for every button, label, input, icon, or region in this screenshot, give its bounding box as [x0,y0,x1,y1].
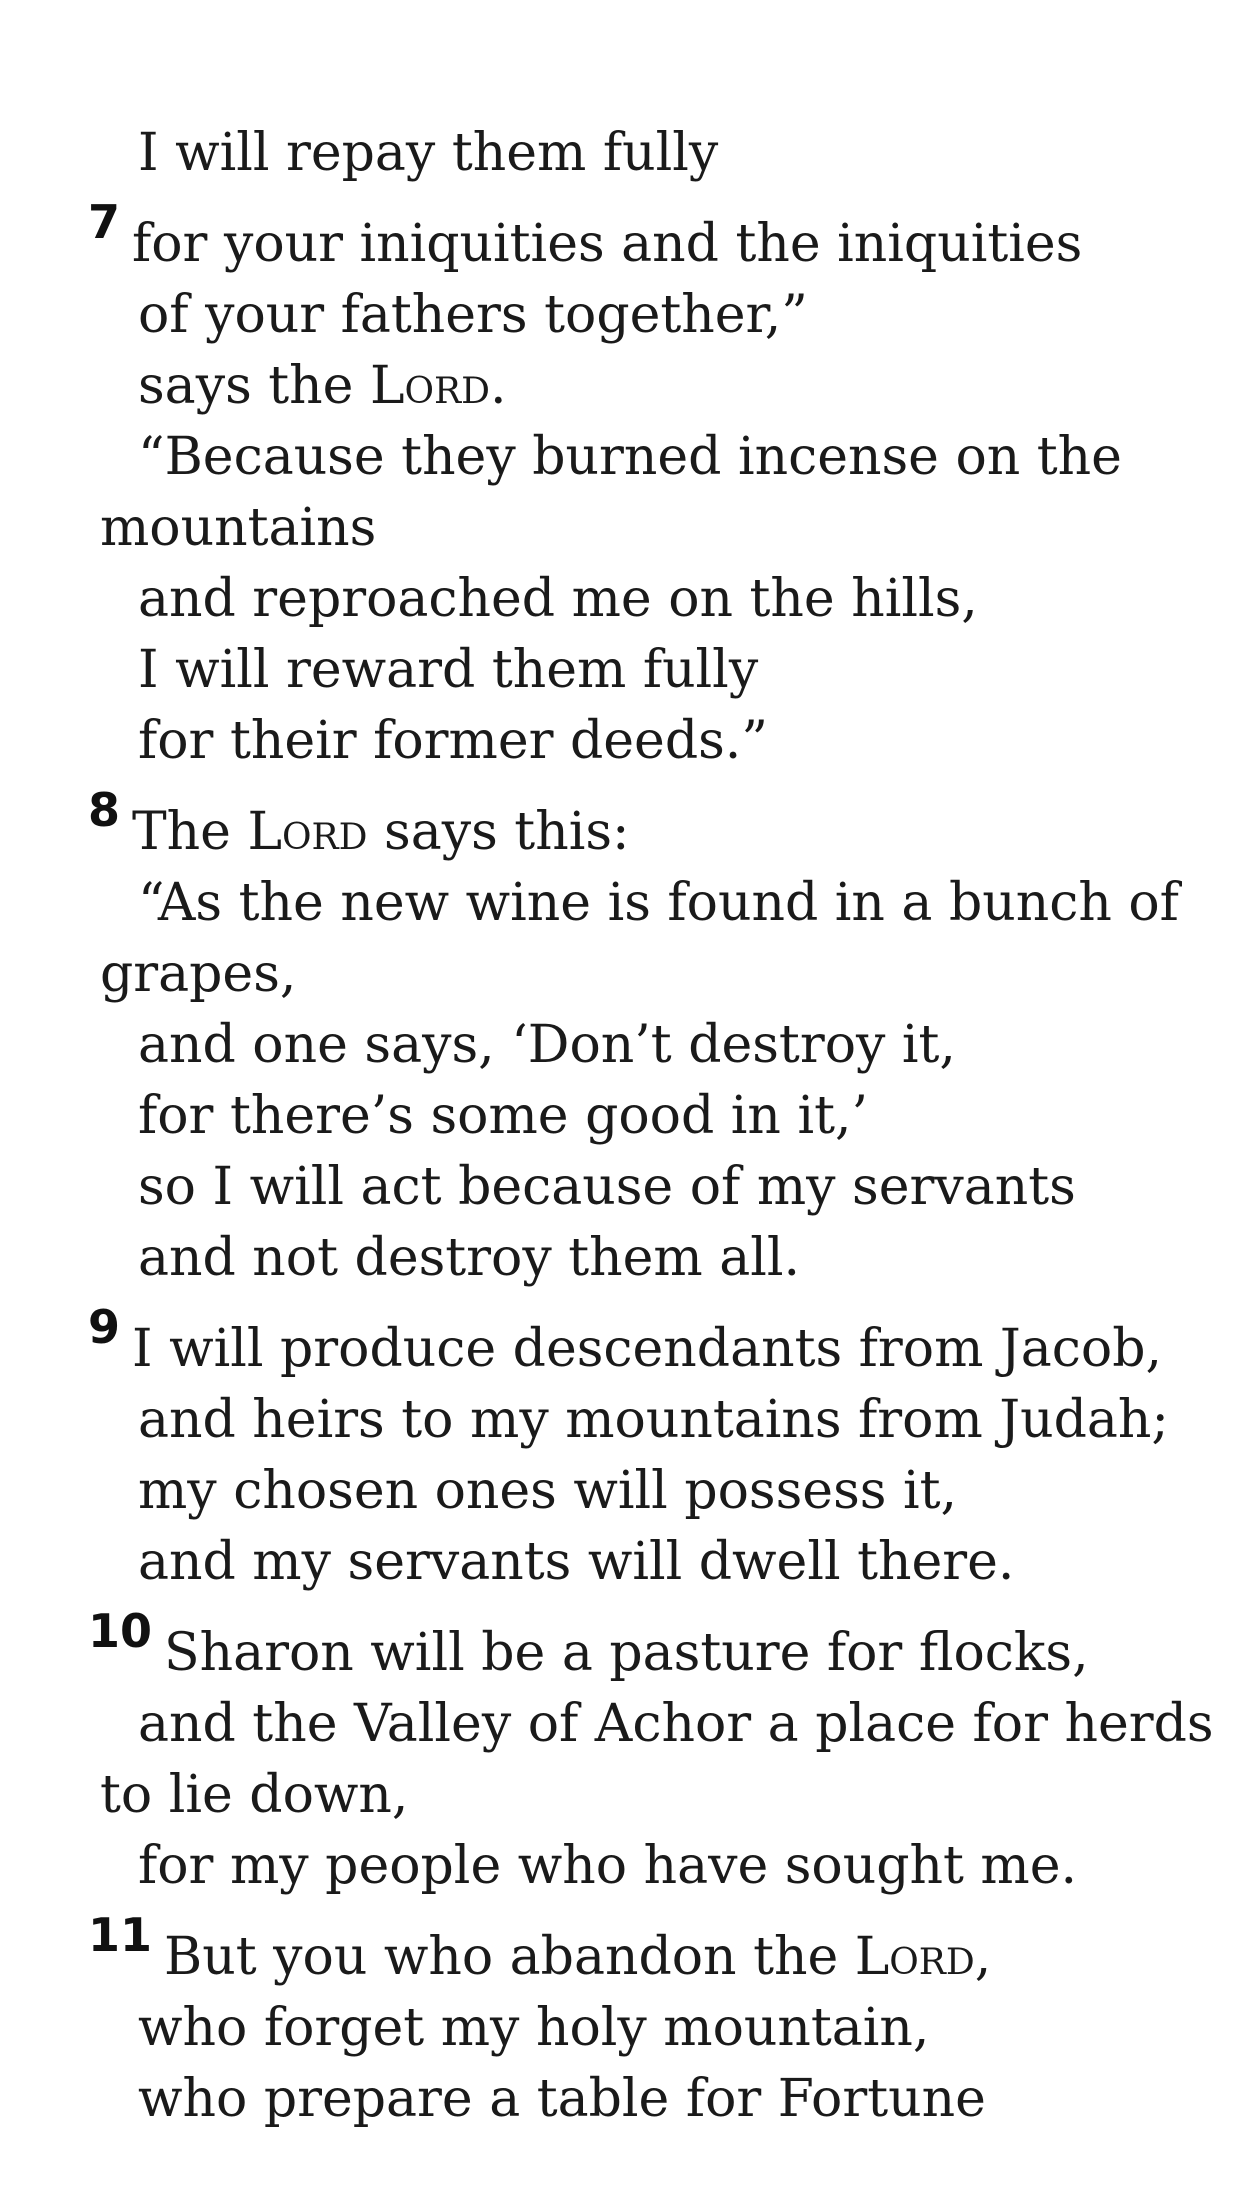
verse-line [0,195,1242,280]
verse-line: for my people who have sought me. [138,1836,1078,1896]
divine-name: Lord [247,802,368,862]
verse-line: and one says, ‘Don’t destroy it, [138,1015,956,1075]
verse-text: says the [138,356,370,416]
verse-number: 10 [88,1604,153,1658]
verse-line: I will repay them fully [138,123,719,183]
verse-line: I will reward them fully [138,640,759,700]
verse-text: Sharon will be a pasture for flocks, [164,1623,1089,1683]
verse-line: and my servants will dwell there. [138,1532,1015,1592]
verse-line: “Because they burned incense on the [138,427,1122,487]
verse-text: I will produce descendants from Jacob, [132,1319,1163,1379]
verse-10 [0,1604,1242,1902]
verse-text: for your iniquities and the iniquities [132,214,1083,274]
verse-line: who forget my holy mountain, [138,1998,930,2058]
verse-line: so I will act because of my servants [138,1157,1076,1217]
verse-line [0,783,1242,868]
verse-number: 9 [88,1300,121,1354]
verse-line: and heirs to my mountains from Judah; [138,1390,1169,1450]
verse-text: But you who abandon the [164,1927,855,1987]
verse-8 [0,783,1242,1294]
verse-line: for there’s some good in it,’ [138,1086,869,1146]
verse-line: and not destroy them all. [138,1228,801,1288]
verse-continuation [0,118,1242,189]
verse-11 [0,1908,1242,2135]
verse-line-wrap: to lie down, [100,1765,409,1825]
verse-text: . [489,356,507,416]
verse-text: , [974,1927,992,1987]
verse-text: The [132,802,248,862]
verse-line: and the Valley of Achor a place for herds [138,1694,1214,1754]
verse-text: says this: [367,802,630,862]
verse-line: and reproached me on the hills, [138,569,978,629]
divine-name: Lord [369,356,490,416]
verse-line [0,1604,1242,1689]
verse-line [0,351,1242,422]
verse-line-wrap: grapes, [100,944,297,1004]
verse-line [0,1300,1242,1385]
verse-number: 11 [88,1908,153,1962]
scripture-passage [0,118,1242,2135]
verse-line: my chosen ones will possess it, [138,1461,958,1521]
divine-name: Lord [854,1927,975,1987]
verse-line-wrap: mountains [100,498,377,558]
verse-9 [0,1300,1242,1598]
verse-line: “As the new wine is found in a bunch of [138,873,1179,933]
verse-line: of your fathers together,” [138,285,808,345]
verse-line: who prepare a table for Fortune [138,2069,986,2129]
verse-number: 7 [88,195,121,249]
verse-line: for their former deeds.” [138,711,768,771]
verse-7 [0,195,1242,777]
verse-number: 8 [88,783,121,837]
verse-line [0,1908,1242,1993]
